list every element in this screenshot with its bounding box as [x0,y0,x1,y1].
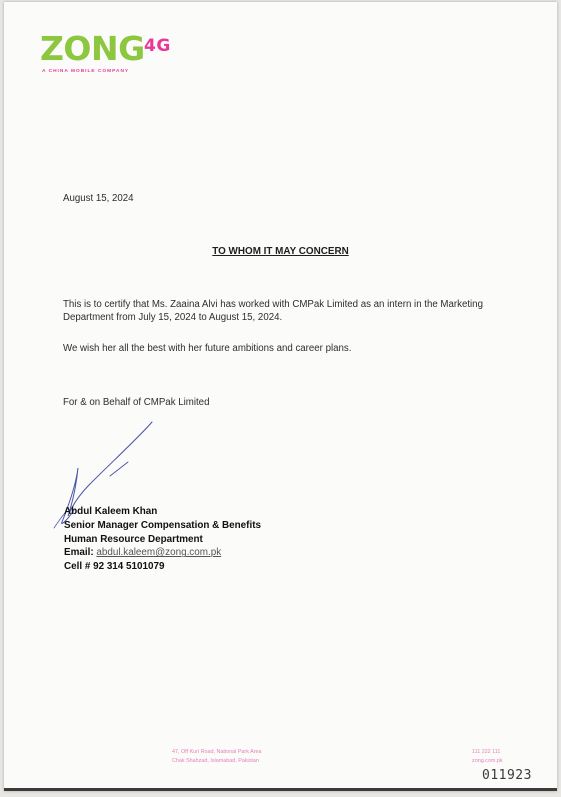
footer-address [172,748,262,766]
footer-contact [472,748,503,766]
serial-number: 011923 [482,768,532,783]
logo-wordmark: ZONG [40,29,145,68]
signatory-title: Senior Manager Compensation & Benefits [64,519,261,531]
signatory-name: Abdul Kaleem Khan [64,506,158,517]
letter-subject: TO WHOM IT MAY CONCERN [212,246,349,257]
letter-body-paragraph: We wish her all the best with her future ambitions and career plans. [63,343,352,354]
footer-address-line: 47, Off Kuri Road, National Park Area [172,749,262,755]
signatory-cell: Cell # 92 314 5101079 [64,561,165,573]
letter-page [4,2,557,791]
signatory-department: Human Resource Department [64,533,203,545]
email-label: Email: [64,547,94,559]
email-link[interactable]: abdul.kaleem@zong.com.pk [96,547,222,559]
logo-tagline: A CHINA MOBILE COMPANY [42,69,130,74]
letter-body-paragraph: This is to certify that Ms. Zaaina Alvi has worked with CMPak Limited as an intern in the Marketing Department from July 15, 2024 to August 15, 2024. [63,299,483,323]
footer-website[interactable]: zong.com.pk [472,758,503,764]
footer-address-line: Chak Shahzad, Islamabad, Pakistan [172,758,259,764]
letter-date: August 15, 2024 [63,193,134,204]
signature-block [64,505,261,574]
on-behalf-line: For & on Behalf of CMPak Limited [63,397,210,408]
page-bottom-edge [4,788,557,791]
zong-logo [40,29,171,74]
logo-4g: 4G [144,36,171,56]
footer-phone: 111 222 111 [472,749,501,755]
signatory-email-row [64,546,261,560]
